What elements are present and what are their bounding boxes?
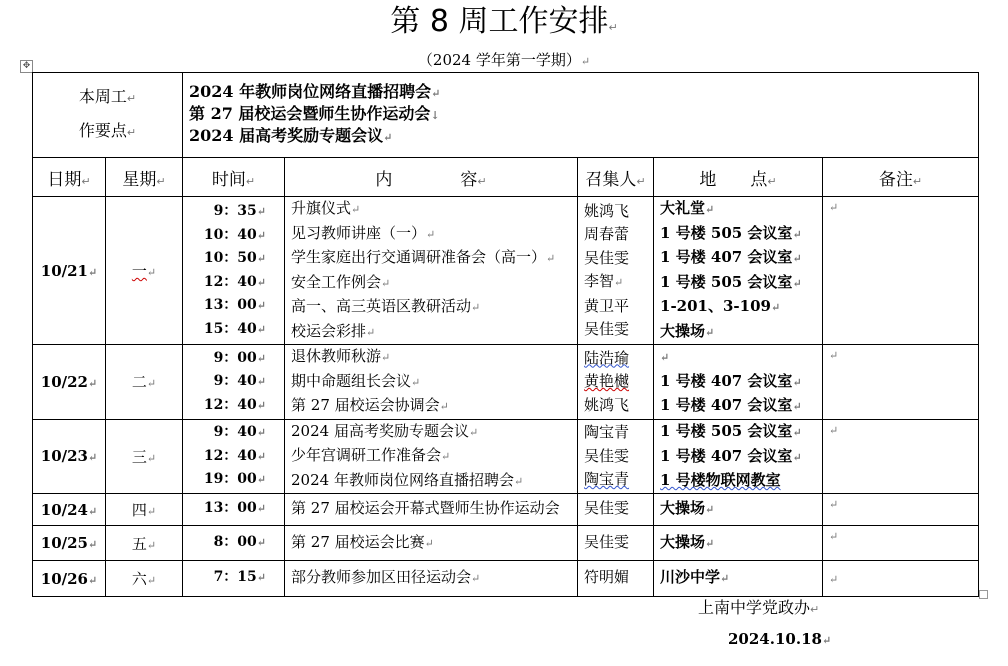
notes-cell: ↵ bbox=[823, 526, 979, 561]
content-cell: 第 27 届校运会比赛↵ bbox=[285, 526, 578, 561]
content-cell: 第 27 届校运会开幕式暨师生协作运动会 bbox=[285, 494, 578, 526]
date-cell: 10/24↵ bbox=[33, 494, 106, 526]
weekday-cell: 六↵ bbox=[106, 561, 183, 597]
notes-cell: ↵ bbox=[823, 345, 979, 420]
time-cell: 9：00↵ 9：40↵ 12：40↵ bbox=[183, 345, 285, 420]
page-title: 第 8 周工作安排↵ bbox=[390, 4, 618, 39]
weekday-cell: 五↵ bbox=[106, 526, 183, 561]
key-points-label: 本周工↵ 作要点↵ bbox=[33, 73, 183, 158]
location-cell: 大操场↵ bbox=[654, 526, 823, 561]
table-move-handle-icon[interactable]: ✥ bbox=[20, 60, 33, 73]
location-cell: 大操场↵ bbox=[654, 494, 823, 526]
footer-office: 上南中学党政办↵ bbox=[698, 598, 820, 617]
schedule-table bbox=[32, 72, 979, 597]
day-row-1022 bbox=[33, 345, 979, 420]
day-row-1025 bbox=[33, 526, 979, 561]
time-cell: 13：00↵ bbox=[183, 494, 285, 526]
header-date: 日期↵ bbox=[33, 158, 106, 197]
date-cell: 10/21↵ bbox=[33, 197, 106, 345]
date-cell: 10/26↵ bbox=[33, 561, 106, 597]
content-cell: 退休教师秋游↵ 期中命题组长会议↵ 第 27 届校运会协调会↵ bbox=[285, 345, 578, 420]
location-cell: 大礼堂↵ 1 号楼 505 会议室↵ 1 号楼 407 会议室↵ 1 号楼 505 会议室↵ 1-201、3-109↵ 大操场↵ bbox=[654, 197, 823, 345]
convener-cell: 陶宝青 吴佳雯 陶宝青 bbox=[578, 419, 654, 494]
notes-cell: ↵ bbox=[823, 197, 979, 345]
table-resize-handle-icon[interactable] bbox=[979, 590, 988, 599]
notes-cell: ↵ bbox=[823, 419, 979, 494]
time-cell: 9：35↵ 10：40↵ 10：50↵ 12：40↵ 13：00↵ 15：40↵ bbox=[183, 197, 285, 345]
header-convener: 召集人↵ bbox=[578, 158, 654, 197]
content-cell: 部分教师参加区田径运动会↵ bbox=[285, 561, 578, 597]
convener-cell: 姚鸿飞 周春蕾 吴佳雯 李智↵ 黄卫平 吴佳雯 bbox=[578, 197, 654, 345]
convener-cell: 吴佳雯 bbox=[578, 494, 654, 526]
header-location: 地 点↵ bbox=[654, 158, 823, 197]
location-cell: ↵ 1 号楼 407 会议室↵ 1 号楼 407 会议室↵ bbox=[654, 345, 823, 420]
location-cell: 1 号楼 505 会议室↵ 1 号楼 407 会议室↵ 1 号楼物联网教室 bbox=[654, 419, 823, 494]
weekday-cell: 三↵ bbox=[106, 419, 183, 494]
convener-cell: 陆浩瑜 黄艳樾 姚鸿飞 bbox=[578, 345, 654, 420]
notes-cell: ↵ bbox=[823, 494, 979, 526]
day-row-1023 bbox=[33, 419, 979, 494]
date-cell: 10/25↵ bbox=[33, 526, 106, 561]
time-cell: 8：00↵ bbox=[183, 526, 285, 561]
date-cell: 10/22↵ bbox=[33, 345, 106, 420]
time-cell: 7：15↵ bbox=[183, 561, 285, 597]
day-row-1021 bbox=[33, 197, 979, 345]
header-weekday: 星期↵ bbox=[106, 158, 183, 197]
convener-cell: 吴佳雯 bbox=[578, 526, 654, 561]
header-content: 内 容↵ bbox=[285, 158, 578, 197]
date-cell: 10/23↵ bbox=[33, 419, 106, 494]
header-time: 时间↵ bbox=[183, 158, 285, 197]
weekday-cell: 二↵ bbox=[106, 345, 183, 420]
weekday-cell: 一↵ bbox=[106, 197, 183, 345]
footer-date: 2024.10.18↵ bbox=[728, 630, 832, 648]
header-notes: 备注↵ bbox=[823, 158, 979, 197]
weekday-cell: 四↵ bbox=[106, 494, 183, 526]
day-row-1026 bbox=[33, 561, 979, 597]
time-cell: 9：40↵ 12：40↵ 19：00↵ bbox=[183, 419, 285, 494]
notes-cell: ↵ bbox=[823, 561, 979, 597]
key-points-content: 2024 年教师岗位网络直播招聘会↵ 第 27 届校运会暨师生协作运动会↓ 2024 届高考奖励专题会议↵ bbox=[183, 73, 979, 158]
header-row bbox=[33, 158, 979, 197]
content-cell: 2024 届高考奖励专题会议↵ 少年宫调研工作准备会↵ 2024 年教师岗位网络直播招聘会↵ bbox=[285, 419, 578, 494]
day-row-1024 bbox=[33, 494, 979, 526]
content-cell: 升旗仪式↵ 见习教师讲座（一）↵ 学生家庭出行交通调研准备会（高一）↵ 安全工作例会↵ 高一、高三英语区教研活动↵ 校运会彩排↵ bbox=[285, 197, 578, 345]
convener-cell: 符明媚 bbox=[578, 561, 654, 597]
location-cell: 川沙中学↵ bbox=[654, 561, 823, 597]
page-subtitle: （2024 学年第一学期）↵ bbox=[417, 51, 591, 69]
key-points-row bbox=[33, 73, 979, 158]
